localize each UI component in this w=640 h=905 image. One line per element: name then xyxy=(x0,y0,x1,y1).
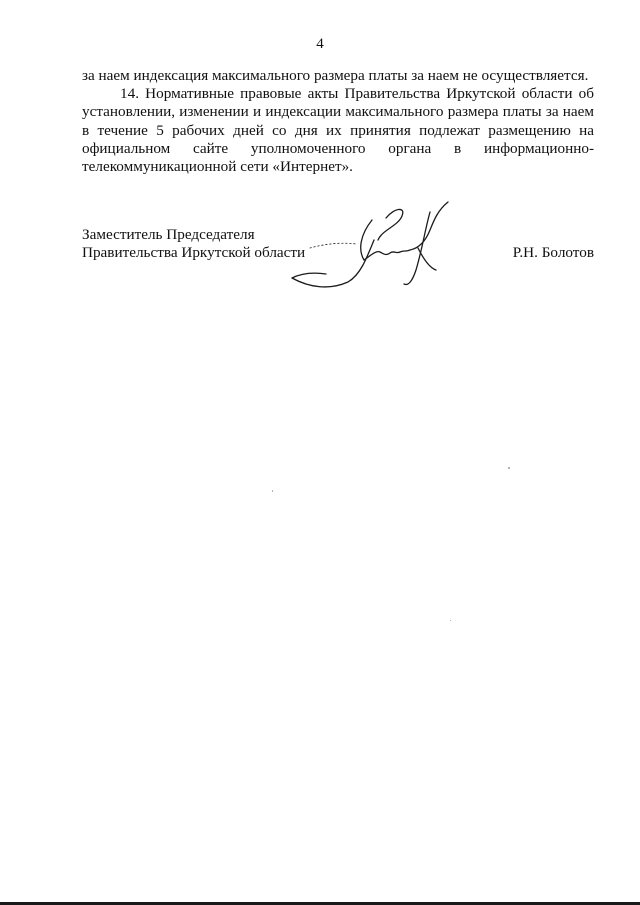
signatory-title-line-2: Правительства Иркутской области xyxy=(82,244,306,261)
paragraph-14: 14. Нормативные правовые акты Правительства Иркутской области об установлении, изменении и индексации максимального размера платы за наем в течение 5 рабочих дней со дня их принятия подлежат размещению на официальном сайте уполномоченного органа в информационно-телекоммуникационной сети «Интернет». xyxy=(82,85,594,176)
signatory-title-line-1: Заместитель Председателя xyxy=(82,226,255,243)
paragraph-continued: за наем индексация максимального размера платы за наем не осуществляется. xyxy=(82,67,589,84)
page-number: 4 xyxy=(316,36,324,52)
scan-speck xyxy=(508,467,510,469)
document-body xyxy=(82,67,594,176)
handwritten-signature xyxy=(290,190,470,300)
scan-speck xyxy=(272,490,273,492)
signatory-name: Р.Н. Болотов xyxy=(512,244,594,261)
scan-speck xyxy=(450,620,451,621)
